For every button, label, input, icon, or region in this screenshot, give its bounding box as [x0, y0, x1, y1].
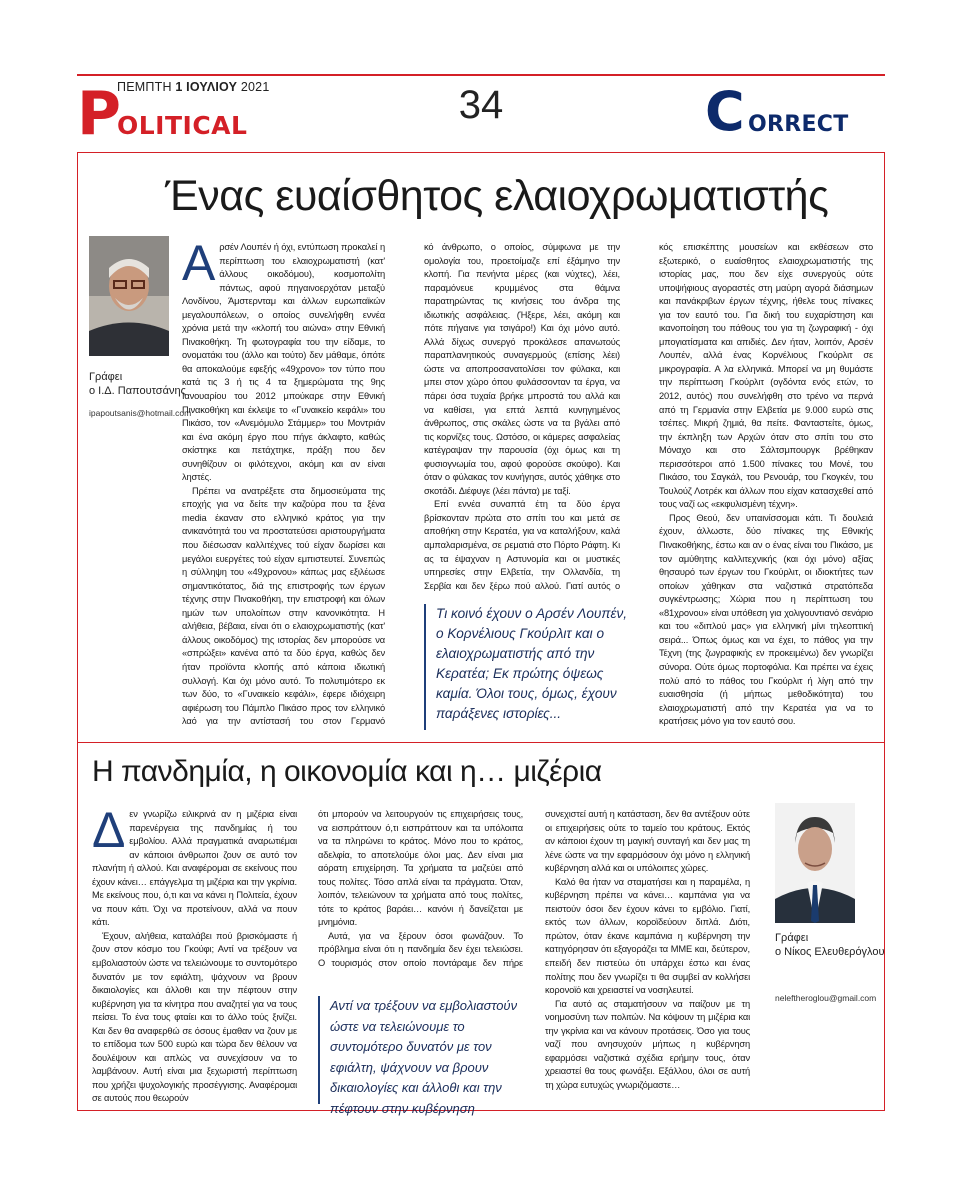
- issue-day: ΠΕΜΠΤΗ: [117, 80, 172, 94]
- article2-column-2: [318, 808, 523, 968]
- dropcap: Α: [182, 241, 216, 291]
- article1-column-1: [182, 241, 385, 731]
- article1-headline: Ένας ευαίσθητος ελαιοχρωματιστής: [165, 172, 829, 220]
- article2-column-1: [92, 808, 297, 1104]
- paragraph: Αυτά, για να ξέρουν όσοι φωνάζουν. Το πρόβλημα είναι ότι η πανδημία δεν έχει τελειώσει. Ο τουρισμός στον οποίο ποντάραμε δεν πήρε: [318, 930, 523, 968]
- paragraph: κός επισκέπτης μουσείων και εκθέσεων στο εξωτερικό, ο ευαίσθητος ελαιοχρωματιστής της ιστορίας μας, που δεν είχε συνεργούς ούτε υποψήφιους αγοραστές στη μαύρη αγορά διάσημων και πανάκριβων έργων τέχνης, ήθελε τους πίνακες για τον εαυτό του. Για δική του ευχαρίστηση και ικανοποίηση του πάθους του για τη ζωγραφική - όχι μπογιατίσματα και απιδιές. Δεν ήταν, λοιπόν, Αρσέν Λουπέν, αλλά ένας Κορνέλιους Γκούρλιτ σε μικρογραφία. Α λα ελληνικά. Μπορεί να μη θυμάστε την περίπτωση Γκούρλιτ (ογδόντα ενός ετών, το 2012, αυτός) που συνελήφθη στο τρένο να περνά από τη Γερμανία στην Ελβετία με 9.000 ευρώ στις τσέπες. Μικρή ζημιά, θα πείτε. Φανταστείτε, όμως, την έκπληξη των Αρχών όταν στο σπίτι του στο Μόναχο και στο Σάλτσμπουργκ βρέθηκαν περισσότεροι από 1.500 πίνακες του Μονέ, του Πικάσο, του Σαγκάλ, του Ρενουάρ, του Γκογκέν, του Τουλούζ Λοτρέκ και άλλων που είχαν κατασχεθεί από τους ναζί ως «εκφυλισμένη τέχνη».: [659, 242, 873, 510]
- byline-prefix: Γράφει: [775, 932, 809, 944]
- paragraph: Πρέπει να ανατρέξετε στα δημοσιεύματα της εποχής για να δείτε την καζούρα που τα ξένα media έκαναν στο ελληνικό κράτος για την ανικανότητά του να προστατεύσει αριστουργήματα που διέσωσαν καλλιτέχνες τού είχαν δωρίσει και μεγάλοι ευεργέτες τού είχαν εμπιστευτεί. Συνεπώς η σύλληψη του «49χρονου» κάπως μας εξιλέωσε σημαντικότατος, διά της επιστροφής των έργων τέχνης στην Πινακοθήκη, την επιστροφή και όλων ημών των υπολοίπων στην κανονικότητα. Η αλήθεια, βέβαια, είναι ότι ο ελαιοχρωματιστής (κατ' άλλους οικοδόμος) της ιστορίας δεν μπορούσε να «σπρώξει» κανένα από τα δύο έργα, καθώς δεν ήταν προϊόντα κλοπής από κάποια ιδιωτική συλλογή. Και όχι μόνο αυτό. Το πολυτιμότερο εκ των δύο, το «Γυναικείο κεφάλι», έφερε ιδιόχειρη αφιέρωση του Πάμπλο Πικάσο προς τον ελληνικό λαό για την αντίστασή του στον Γερμανό: [182, 485, 385, 727]
- article1-byline: [89, 370, 186, 398]
- paragraph: Για αυτό ας σταματήσουν να παίζουν με τη νοημοσύνη των πολιτών. Να κόψουν τη μιζέρια και την γκρίνια και να κάνουν προτάσεις. Όσο για τους ναζί που ανησυχούν μήπως η κυβέρνηση εφαρμόσει ναζιστικά σχέδια ερήμην τους, όταν χρειαστεί θα τους φωνάξει. Εξάλλου, όλοι σε αυτή τη χώρα ευτυχώς γνωριζόμαστε…: [545, 998, 750, 1090]
- portrait-illustration: [89, 236, 169, 356]
- author-name: ο Νίκος Ελευθερόγλου: [775, 946, 885, 958]
- political-logo-text: OLITICAL: [117, 111, 248, 140]
- paragraph: Έχουν, αλήθεια, καταλάβει πού βρισκόμαστε ή ζουν στον κόσμο του Γκούφι; Αντί να τρέξουν να εμβολιαστούν ώστε να τελειώνουμε το συντομότερο δυνατόν με τον εφιάλτη, ψάχνουν να βρουν δικαιολογίες και άλλοθι και την πέφτουν στην κυβέρνηση για τα κίνητρα που αναζητεί για να τους πείσει. Το ένα τους φταίει και το άλλο τούς ξινίζει. Και δεν θα αναφερθώ σε όσους έμαθαν να ζουν με το επίδομα των 500 ευρώ και τώρα δεν θέλουν να δουλέψουν και απλώς να συνεχίσουν να το λαμβάνουν. Αυτή είναι μια ξεχωριστή περίπτωση που χρήζει ψυχολογικής προσέγγισης. Αναφέρομαι σε αυτούς που θεωρούν: [92, 930, 297, 1104]
- paragraph: Προς Θεού, δεν υπαινίσσομαι κάτι. Τι δουλειά έχουν, άλλωστε, δύο πίνακες της Εθνικής Πινακοθήκης, έστω και αν ο ένας είναι του Πικάσο, με τον αμύθητης καλλιτεχνικής (και όχι μόνο) αξίας θησαυρό των έργων του Γκούρλιτ, οι ιδιοκτήτες των οποίων χάθηκαν στα ναζιστικά στρατόπεδα συγκέντρωσης; Χώρια που η περίπτωση του «81χρονου» είναι υπόθεση για χολιγουντιανό σενάριο και του «διπλού μας» για ελληνική μίνι τηλεοπτική σειρά... Όπως όμως και να έχει, το πάθος για την Τέχνη (της ζωγραφικής εν προκειμένω) δεν γνωρίζει σύνορα. Ούτε όμως πορτοφόλια. Και πρέπει να έχεις πολύ από το πάθος του Γκούρλιτ ή λίγη από την ευαισθησία (ή μήπως μεθοδικότητα) του ελαιοχρωματιστή από την Κερατέα για να το κρατήσεις μόνο για τον εαυτό σου.: [659, 512, 873, 727]
- paragraph: Καλό θα ήταν να σταματήσει και η παραμέλα, η κυβέρνηση πρέπει να κάνει… καμπάνια για να πειστούν όσοι δεν έχουν κάνει το εμβόλιο. Γιατί, εκτός των άλλων, κοροϊδεύουν διπλά. Διότι, πρώτον, όταν έκανε καμπάνια η κυβέρνηση την κατηγόρησαν ότι εξαγοράζει τα ΜΜΕ και, δεύτερον, επειδή δεν πιστεύω ότι υπάρχει έστω και ένας πολίτης που δεν γνωρίζει τι θα συμβεί αν κολλήσει κορονοϊό και χρειαστεί να νοσηλευτεί.: [545, 876, 750, 996]
- article2-pull-quote: Αντί να τρέξουν να εμβολιαστούν ώστε να τελειώνουμε το συντομότερο δυνατόν με τον εφιάλτη, ψάχνουν να βρουν δικαιολογίες και άλλοθι και την πέφτουν στην κυβέρνηση: [318, 996, 526, 1104]
- paragraph: Επί εννέα συναπτά έτη τα δύο έργα βρίσκονταν πρώτα στο σπίτι του και μετά σε αποθήκη στην Κερατέα, για να καταλήξουν, καλά αμπαλαρισμένα, σε ρεματιά στο Πόρτο Ράφτη. Κι ας τα έψαχναν η Αστυνομία και οι μυστικές υπηρεσίες στην Ελβετία, την Ολλανδία, τη Σερβία και δεν ξέρω πού αλλού. Γιατί αυτός ο: [424, 499, 620, 591]
- paragraph: εν γνωρίζω ειλικρινά αν η μιζέρια είναι παρενέργεια της πανδημίας ή του εμβολίου. Αλλά πραγματικά αναρωτιέμαι αν κάποιοι άνθρωποι ζουν σε αυτό τον πλανήτη ή αλλού. Και αναφέρομαι σε εκείνους που έχουν κάνει… επάγγελμα τη μιζέρια και την γκρίνια. Με εκείνους που, ό,τι και να κάνει η Πολιτεία, έχουν να πουν κάτι. Όχι να προτείνουν, αλλά να πουν κάτι.: [92, 809, 297, 928]
- page-number: 34: [458, 83, 504, 127]
- author-name: ο Ι.Δ. Παπουτσάνης: [89, 385, 186, 397]
- article1-column-2: [424, 241, 620, 593]
- paragraph: ότι μπορούν να λειτουργούν τις επιχειρήσεις τους, να εισπράττουν ό,τι εισπράττουν και τα υπόλοιπα να τα πληρώνει το κράτος. Μόνο που το κράτος, αδελφία, το αποτελούμε όλοι μας. Δεν είναι μια αόρατη επιχείρηση. Τα χρήματα τα μαζεύει από τους πολίτες. Τόσο απλά είναι τα πράγματα. Όταν, λοιπόν, τελειώνουν τα χρήματα από τους πολίτες, τότε το κράτος βαράει… κανόνι ή δανείζεται με μνημόνια.: [318, 809, 523, 928]
- article1-pull-quote: Τι κοινό έχουν ο Αρσέν Λουπέν, ο Κορνέλιους Γκούρλιτ και ο ελαιοχρωματιστής από την Κερατέα; Εκ πρώτης όψεως καμία. Όλοι τους, όμως, έχουν παράξενες ιστορίες...: [424, 604, 630, 730]
- masthead-rule: [77, 74, 885, 76]
- correct-logo-text: ORRECT: [748, 112, 849, 137]
- author-photo-eleftheroglou: [775, 803, 855, 923]
- issue-date: [117, 80, 269, 94]
- paragraph: συνεχιστεί αυτή η κατάσταση, δεν θα αντέξουν ούτε οι επιχειρήσεις ούτε το ταμείο του κράτους. Εκτός αν κάποιοι έχουν τη μαγική συνταγή και δεν μας τη λένε ώστε να την εφαρμόσουν όχι μόνο η ελληνική κυβέρνηση αλλά και οι υπόλοιπες χώρες.: [545, 809, 750, 874]
- article2-column-3: [545, 808, 750, 1104]
- author-photo-papoutsanis: [89, 236, 169, 356]
- article1-column-3: [659, 241, 873, 731]
- issue-day-month: 1 ΙΟΥΛΙΟΥ: [175, 80, 238, 94]
- correct-logo: [705, 82, 885, 142]
- article2-headline: Η πανδημία, η οικονομία και η… μιζέρια: [92, 755, 602, 788]
- article2-byline: [775, 931, 885, 959]
- portrait-illustration: [775, 803, 855, 923]
- author-email[interactable]: ipapoutsanis@hotmail.com: [89, 408, 192, 418]
- masthead: [77, 74, 885, 152]
- author-email[interactable]: neleftheroglou@gmail.com: [775, 993, 877, 1003]
- correct-logo-initial: C: [705, 80, 745, 143]
- dropcap: Δ: [92, 808, 126, 858]
- paragraph: κό άνθρωπο, ο οποίος, σύμφωνα με την ομολογία του, προετοίμαζε επί έξάμηνο την κλοπή. Για πενήντα μέρες (και νύχτες), λέει, παραμόνευε κρυμμένος στα θάμνα παρατηρώντας τις κινήσεις του άνδρα της ιδιωτικής ασφάλειας. (Ήξερε, λέει, ακόμη και πότε πήγαινε για τσιγάρο!) Και όχι μόνο αυτό. Αλλά δίχως συνεργό προκάλεσε απανωτούς παραπλανητικούς συναγερμούς (επίσης λέει) ώστε να αποπροσανατολίσει τον φύλακα, και μπει στον χώρο όπου φυλάσσονταν τα έργα, να πάρει όσα τυχαία βρήκε μπροστά του αλλά και να καθίσει, για επτά λεπτά κυνηγημένος άνθρωπος, στις σκάλες ώστε να τα βγάλει από τις κορνίζες τους. Ωστόσο, οι κάμερες ασφαλείας κατέγραψαν την παρουσία (όχι όμως και τη φυσιογνωμία του, αφού φορούσε σκούφο). Και όταν ο φύλακας τον κυνήγησε, αυτός χάθηκε στο σκοτάδι. Διέφυγε (λέει πάντα) με ταξί.: [424, 242, 620, 496]
- paragraph: ρσέν Λουπέν ή όχι, εντύπωση προκαλεί η περίπτωση του ελαιοχρωματιστή (κατ' άλλους οικοδόμου), κοσμοπολίτη πάντως, αφού πηγαινοερχόταν μεταξύ Λονδίνου, Άμστερνταμ και άλλων ευρωπαϊκών μεγαλουπόλεων, ο οποίος συνελήφθη εννέα χρόνια μετά την «κλοπή του αιώνα» στην Εθνική Πινακοθήκη. Τη φωτογραφία του την είδαμε, το ονοματάκι του (άλλο και τούτο) δεν μάθαμε, όπότε θα αποκαλούμε εφεξής «49χρονο» τον τύπο που κατά τις 3 ή τις 4 τα ξημερώματα της 9ης Ιανουαρίου του 2012 μπούκαρε στην Εθνική Πινακοθήκη και έκλεψε το «Γυναικείο κεφάλι» του Πικάσο, τον «Ανεμόμυλο Στάμμερ» του Μοντριάν και ένα ακόμη έργο που πήγε άκλαφτο, καθώς σκίστηκε και πετάχτηκε, πράξη που δεν συνηθίζουν οι φιλότεχνοι, ακόμη και αν είναι ληστές.: [182, 242, 385, 483]
- byline-prefix: Γράφει: [89, 371, 123, 383]
- political-logo-initial: P: [77, 79, 121, 149]
- issue-year: 2021: [240, 80, 270, 94]
